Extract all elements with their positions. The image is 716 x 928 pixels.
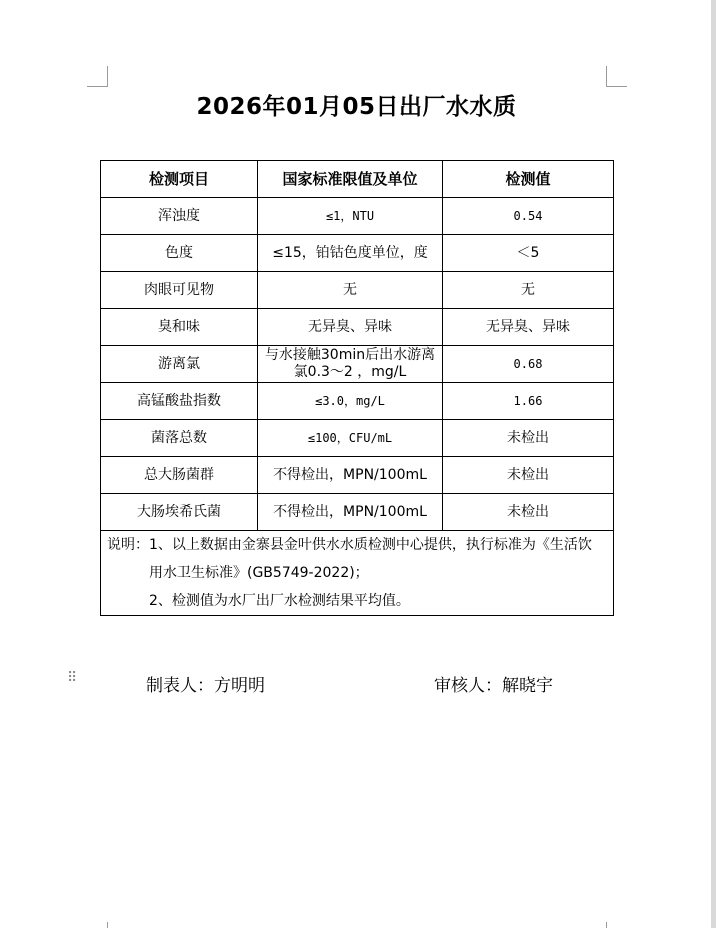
water-quality-table bbox=[100, 160, 614, 616]
crop-mark-top-right bbox=[606, 66, 627, 87]
table-header-row bbox=[101, 161, 614, 198]
cell-standard: ≤15，铂钴色度单位，度 bbox=[258, 235, 443, 272]
cell-value: 未检出 bbox=[443, 420, 614, 457]
cell-standard: 无异臭、异味 bbox=[258, 309, 443, 346]
cell-value: 无异臭、异味 bbox=[443, 309, 614, 346]
note-line-1: 说明：1、以上数据由金寨县金叶供水水质检测中心提供，执行标准为《生活饮 bbox=[107, 537, 592, 553]
cell-value: 未检出 bbox=[443, 457, 614, 494]
cell-standard: 无 bbox=[258, 272, 443, 309]
cell-item: 菌落总数 bbox=[101, 420, 258, 457]
cell-standard: 不得检出，MPN/100mL bbox=[258, 457, 443, 494]
cell-standard-line1: 与水接触30min后出水游离 bbox=[264, 347, 436, 363]
page-right-edge bbox=[711, 0, 716, 928]
cell-standard: ≤100，CFU/mL bbox=[258, 420, 443, 457]
cell-value: ＜5 bbox=[443, 235, 614, 272]
drag-handle-icon[interactable]: ⠿ bbox=[67, 670, 77, 686]
header-standard: 国家标准限值及单位 bbox=[258, 161, 443, 198]
table-row bbox=[101, 346, 614, 383]
note-line-3: 2、检测值为水厂出厂水检测结果平均值。 bbox=[149, 593, 410, 609]
table-maker-signature: 制表人：方明明 bbox=[146, 676, 265, 696]
table-row bbox=[101, 272, 614, 309]
crop-mark-bottom-left bbox=[87, 922, 108, 928]
note-line-2: 用水卫生标准》(GB5749-2022)； bbox=[149, 565, 369, 581]
cell-item: 肉眼可见物 bbox=[101, 272, 258, 309]
table-row bbox=[101, 235, 614, 272]
header-value: 检测值 bbox=[443, 161, 614, 198]
cell-item: 浑浊度 bbox=[101, 198, 258, 235]
table-row bbox=[101, 309, 614, 346]
cell-item: 大肠埃希氏菌 bbox=[101, 494, 258, 531]
cell-value: 未检出 bbox=[443, 494, 614, 531]
table-note-row bbox=[101, 531, 614, 616]
reviewer-signature: 审核人：解晓宇 bbox=[434, 676, 553, 696]
table-note bbox=[101, 531, 614, 616]
cell-standard: 不得检出，MPN/100mL bbox=[258, 494, 443, 531]
crop-mark-bottom-right bbox=[606, 922, 627, 928]
table-row bbox=[101, 383, 614, 420]
cell-value: 0.54 bbox=[443, 198, 614, 235]
header-item: 检测项目 bbox=[101, 161, 258, 198]
cell-value: 1.66 bbox=[443, 383, 614, 420]
cell-standard: ≤3.0，mg/L bbox=[258, 383, 443, 420]
cell-standard-line2: 氯0.3～2 ，mg/L bbox=[293, 364, 407, 380]
cell-standard: ≤1，NTU bbox=[258, 198, 443, 235]
cell-value: 0.68 bbox=[443, 346, 614, 383]
cell-standard bbox=[258, 346, 443, 383]
cell-item: 游离氯 bbox=[101, 346, 258, 383]
table-row bbox=[101, 420, 614, 457]
cell-item: 总大肠菌群 bbox=[101, 457, 258, 494]
document-title: 2026年01月05日出厂水水质 bbox=[196, 94, 517, 120]
cell-item: 色度 bbox=[101, 235, 258, 272]
table-row bbox=[101, 494, 614, 531]
table-row bbox=[101, 457, 614, 494]
cell-item: 高锰酸盐指数 bbox=[101, 383, 258, 420]
table-row bbox=[101, 198, 614, 235]
crop-mark-top-left bbox=[87, 66, 108, 87]
cell-value: 无 bbox=[443, 272, 614, 309]
cell-item: 臭和味 bbox=[101, 309, 258, 346]
